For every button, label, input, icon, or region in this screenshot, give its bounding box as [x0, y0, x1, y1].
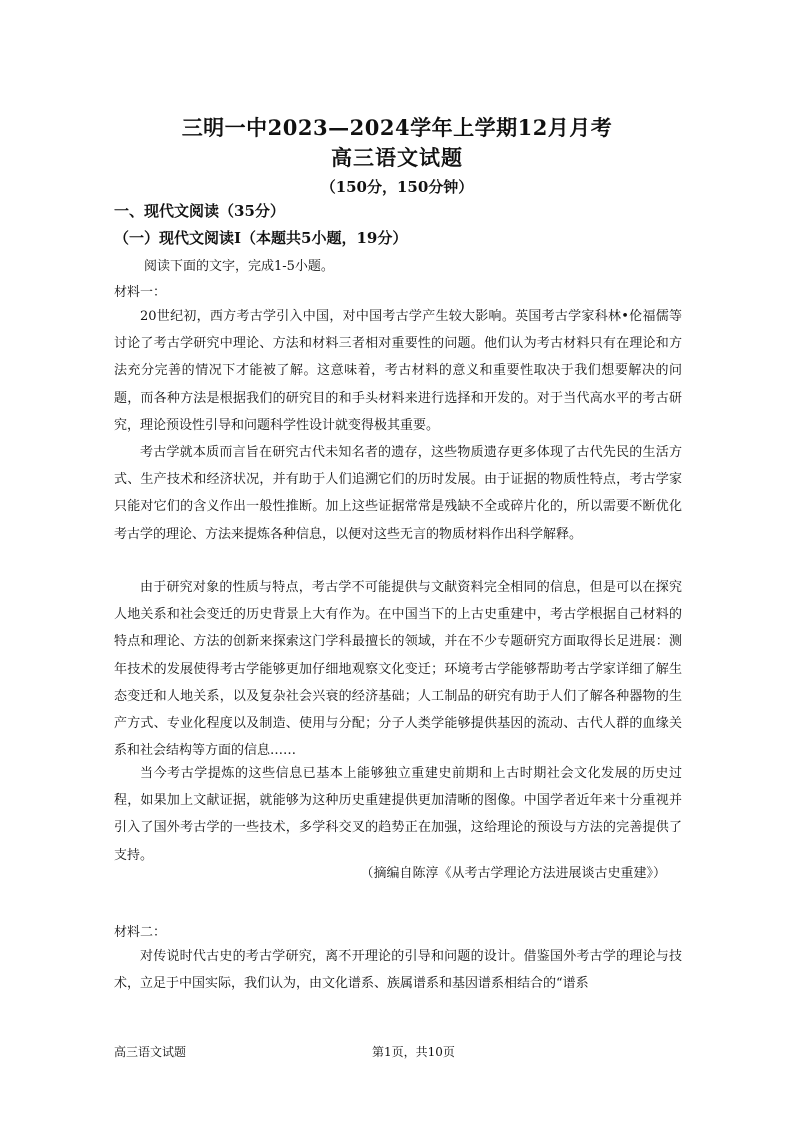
section-heading: 一、现代文阅读（35分） [114, 202, 285, 220]
exam-title: 三明一中2023—2024学年上学期12月月考 [181, 115, 613, 140]
material2-label: 材料二： [114, 925, 167, 940]
material1-paragraph-1: 20世纪初，西方考古学引入中国，对中国考古学产生较大影响。英国考古学家科林•伦福儒等讨论了考古学研究中理论、方法和材料三者相对重要性的问题。他们认为考古材料只有在理论和方法充分完善的情况下才能被了解。这意味着，考古材料的意义和重要性取决于我们想要解决的问题，而各种方法是根据我们的研究目的和手头材料来进行选择和开发的。对于当代高水平的考古研究，理论预设性引导和问题科学性设计就变得极其重要。 [114, 309, 682, 433]
material1-paragraph-3: 由于研究对象的性质与特点，考古学不可能提供与文献资料完全相同的信息，但是可以在探究人地关系和社会变迁的历史背景上大有作为。在中国当下的上古史重建中，考古学根据自己材料的特点和理论、方法的创新来探索这门学科最擅长的领域，并在不少专题研究方面取得长足进展：测年技术的发展使得考古学能够更加仔细地观察文化变迁；环境考古学能够帮助考古学家详细了解生态变迁和人地关系，以及复杂社会兴衰的经济基础；人工制品的研究有助于人们了解各种器物的生产方式、专业化程度以及制造、使用与分配；分子人类学能够提供基因的流动、古代人群的血缘关系和社会结构等方面的信息…… [114, 580, 682, 759]
subsection-heading: （一）现代文阅读Ⅰ（本题共5小题，19分） [114, 229, 408, 247]
exam-score-time: （150分，150分钟） [320, 178, 474, 196]
page-number: 第1页，共10页 [372, 1045, 455, 1059]
material1-source: （摘编自陈淳《从考古学理论方法进展谈古史重建》） [360, 866, 666, 881]
footer-left: 高三语文试题 [114, 1045, 187, 1059]
exam-subject-title: 高三语文试题 [331, 145, 463, 170]
material1-label: 材料一： [114, 285, 167, 300]
instruction-text: 阅读下面的文字，完成1-5小题。 [144, 259, 334, 274]
material2-paragraph-1: 对传说时代古史的考古学研究，离不开理论的引导和问题的设计。借鉴国外考古学的理论与技术，立足于中国实际，我们认为，由文化谱系、族属谱系和基因谱系相结合的“谱系 [114, 949, 682, 992]
material1-paragraph-2: 考古学就本质而言旨在研究古代未知名者的遗存，这些物质遗存更多体现了古代先民的生活方式、生产技术和经济状况，并有助于人们追溯它们的历时发展。由于证据的物质性特点，考古学家只能对它们的含义作出一般性推断。加上这些证据常常是残缺不全或碎片化的，所以需要不断优化考古学的理论、方法来提炼各种信息，以便对这些无言的物质材料作出科学解释。 [114, 445, 682, 542]
material1-paragraph-4: 当今考古学提炼的这些信息已基本上能够独立重建史前期和上古时期社会文化发展的历史过程，如果加上文献证据，就能够为这种历史重建提供更加清晰的图像。中国学者近年来十分重视并引入了国外考古学的一些技术，多学科交叉的趋势正在加强，这给理论的预设与方法的完善提供了支持。 [114, 766, 682, 863]
